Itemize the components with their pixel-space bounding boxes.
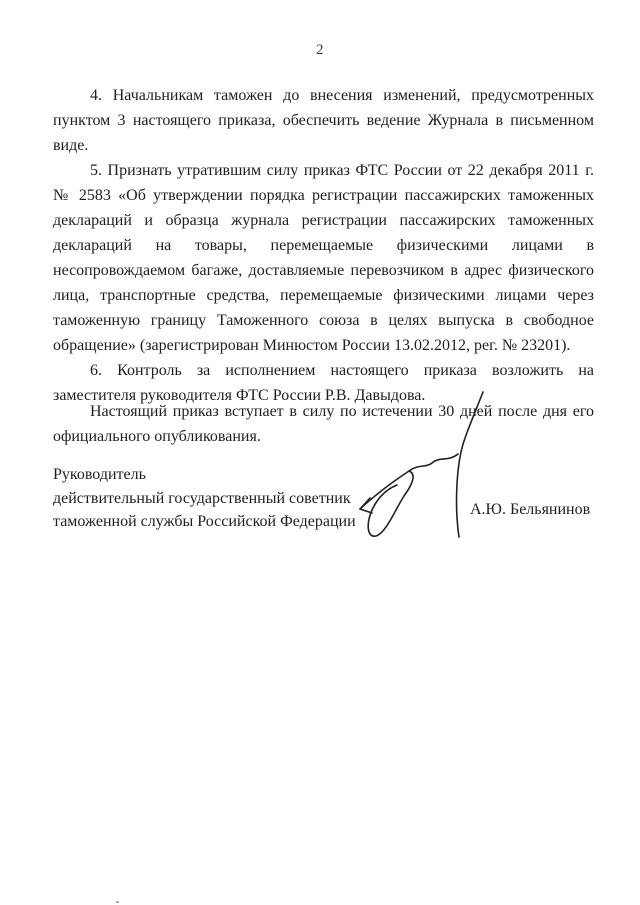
closing-paragraph: Настоящий приказ вступает в силу по истечении 30 дней после дня его официального опубликования. — [53, 403, 594, 445]
signature-autograph — [340, 383, 510, 553]
signature-position-line: Руководитель — [53, 466, 146, 483]
signatory-name: А.Ю. Бельянинов — [470, 501, 591, 518]
signature-position-line: действительный государственный советник — [53, 489, 351, 507]
document-body — [53, 83, 594, 408]
signature-block — [53, 463, 383, 534]
paragraph-item-4: 4. Начальникам таможен до внесения изменений, предусмотренных пунктом 3 настоящего приказа, обеспечить ведение Журнала в письменном виде. — [53, 87, 594, 154]
paragraph-item-6: 6. Контроль за исполнением настоящего приказа возложить на заместителя руководителя ФТС России Р.В. Давыдова. — [53, 362, 594, 404]
page-number: 2 — [316, 42, 324, 58]
paragraph-item-5: 5. Признать утратившим силу приказ ФТС России от 22 декабря 2011 г. № 2583 «Об утверждении порядка регистрации пассажирских таможенных деклараций и образца журнала регистрации пассажирских таможенных деклараций на товары, перемещаемые физическими лицами в несопровождаемом багаже, доставляемые перевозчиком в адрес физического лица, транспортные средства, перемещаемые физическими лицами через таможенную границу Таможенного союза в целях выпуска в свободное обращение» (зарегистрирован Минюстом России 13.02.2012, рег. № 23201). — [53, 162, 594, 354]
signature-position-line: таможенной службы Российской Федерации — [53, 513, 356, 530]
scan-artifact-dot — [116, 901, 119, 903]
